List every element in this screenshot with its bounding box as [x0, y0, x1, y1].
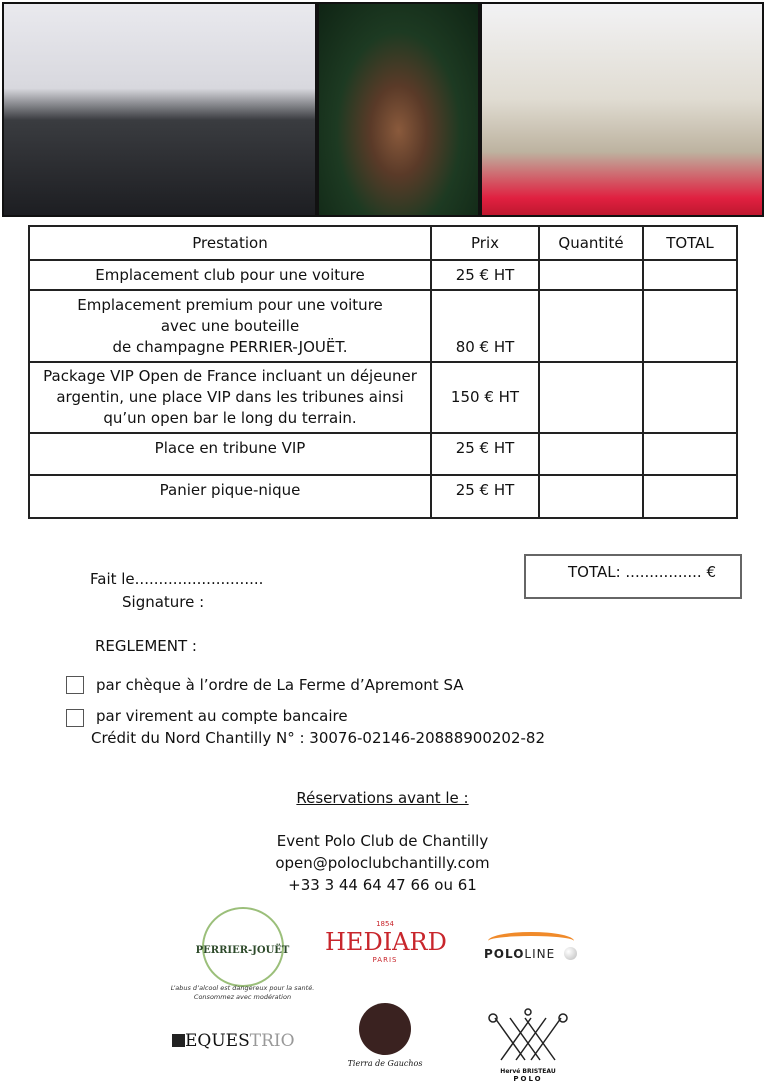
prestation-cell — [29, 362, 431, 433]
tierra-name: Tierra de Gauchos — [347, 1059, 423, 1068]
herve-name: Hervé BRISTEAU — [500, 1068, 556, 1075]
total-cell[interactable] — [643, 362, 737, 433]
total-label: TOTAL: ................ € — [568, 563, 717, 581]
herve-bristeau-polo-logo — [485, 1008, 571, 1083]
price-cell: 150 € HT — [431, 362, 539, 433]
total-cell[interactable] — [643, 433, 737, 475]
table-row — [29, 475, 737, 518]
reservation-heading: Réservations avant le : — [296, 789, 469, 807]
price-cell: 25 € HT — [431, 475, 539, 518]
total-box[interactable] — [524, 554, 742, 599]
col-quantite: Quantité — [539, 226, 643, 260]
col-prestation: Prestation — [29, 226, 431, 260]
line: de champagne PERRIER-JOUËT. — [112, 337, 348, 356]
col-prix: Prix — [431, 226, 539, 260]
hediard-name: HEDIARD — [325, 928, 447, 956]
line: Package VIP Open de France incluant un déjeuner — [43, 367, 417, 385]
quantity-cell[interactable] — [539, 290, 643, 362]
virement-checkbox[interactable] — [66, 709, 84, 727]
bank-account: Crédit du Nord Chantilly N° : 30076-02146-20888900202-82 — [91, 729, 546, 747]
line: Emplacement premium pour une voiture — [77, 295, 383, 314]
equestrio-a: EQUES — [185, 1031, 250, 1051]
contact-phone: +33 3 44 64 47 66 ou 61 — [288, 876, 477, 894]
quantity-cell[interactable] — [539, 362, 643, 433]
price-cell: 25 € HT — [431, 260, 539, 290]
table-row — [29, 290, 737, 362]
line: argentin, une place VIP dans les tribunes ainsi — [56, 388, 404, 406]
cheque-label: par chèque à l’ordre de La Ferme d’Apremont SA — [96, 676, 464, 694]
perrier-jouet-logo — [170, 905, 315, 1000]
pololine-line: LINE — [524, 947, 556, 961]
perrier-name: PERRIER-JOUËT — [195, 945, 290, 956]
col-total: TOTAL — [643, 226, 737, 260]
herve-polo: POLO — [513, 1075, 543, 1083]
total-cell[interactable] — [643, 290, 737, 362]
alcohol-warning: L’abus d’alcool est dangereux pour la santé. — [170, 984, 315, 992]
pololine-polo: POLO — [484, 947, 525, 961]
quantity-cell[interactable] — [539, 433, 643, 475]
signature-field[interactable]: Signature : — [122, 593, 205, 611]
quantity-cell[interactable] — [539, 475, 643, 518]
line: avec une bouteille — [160, 316, 300, 335]
photo-podium-team — [482, 4, 762, 215]
price-cell: 25 € HT — [431, 433, 539, 475]
quantity-cell[interactable] — [539, 260, 643, 290]
line: qu’un open bar le long du terrain. — [103, 409, 357, 427]
prestation-cell — [29, 433, 431, 475]
virement-label: par virement au compte bancaire — [96, 707, 348, 725]
equestrio-b: TRIO — [249, 1031, 295, 1051]
line: Emplacement club pour une voiture — [95, 265, 365, 284]
table-row — [29, 260, 737, 290]
table-row — [29, 433, 737, 475]
price-cell: 80 € HT — [431, 290, 539, 362]
hediard-year: 1854 — [376, 920, 394, 928]
pricing-table — [28, 225, 738, 519]
prestation-cell — [29, 260, 431, 290]
reglement-heading: REGLEMENT : — [95, 637, 197, 655]
line: Place en tribune VIP — [154, 439, 306, 457]
contact-name: Event Polo Club de Chantilly — [276, 832, 489, 850]
contact-email[interactable]: open@poloclubchantilly.com — [275, 854, 490, 872]
tierra-de-gauchos-logo — [340, 1003, 430, 1080]
photo-polo-rider — [319, 4, 478, 215]
hediard-logo — [325, 920, 445, 964]
line: Panier pique-nique — [159, 481, 301, 499]
total-cell[interactable] — [643, 260, 737, 290]
photo-trophy-celebration — [4, 4, 315, 215]
pololine-logo — [482, 930, 582, 966]
prestation-cell — [29, 475, 431, 518]
equestrio-logo — [172, 1031, 295, 1051]
photo-banner — [2, 2, 764, 217]
cheque-checkbox[interactable] — [66, 676, 84, 694]
alcohol-warning-2: Consommez avec modération — [193, 993, 292, 1001]
total-cell[interactable] — [643, 475, 737, 518]
table-row — [29, 362, 737, 433]
hediard-city: PARIS — [372, 956, 398, 964]
crossed-mallets-icon — [485, 1008, 571, 1064]
prestation-cell — [29, 290, 431, 362]
fait-le-field[interactable]: Fait le........................... — [90, 570, 264, 588]
